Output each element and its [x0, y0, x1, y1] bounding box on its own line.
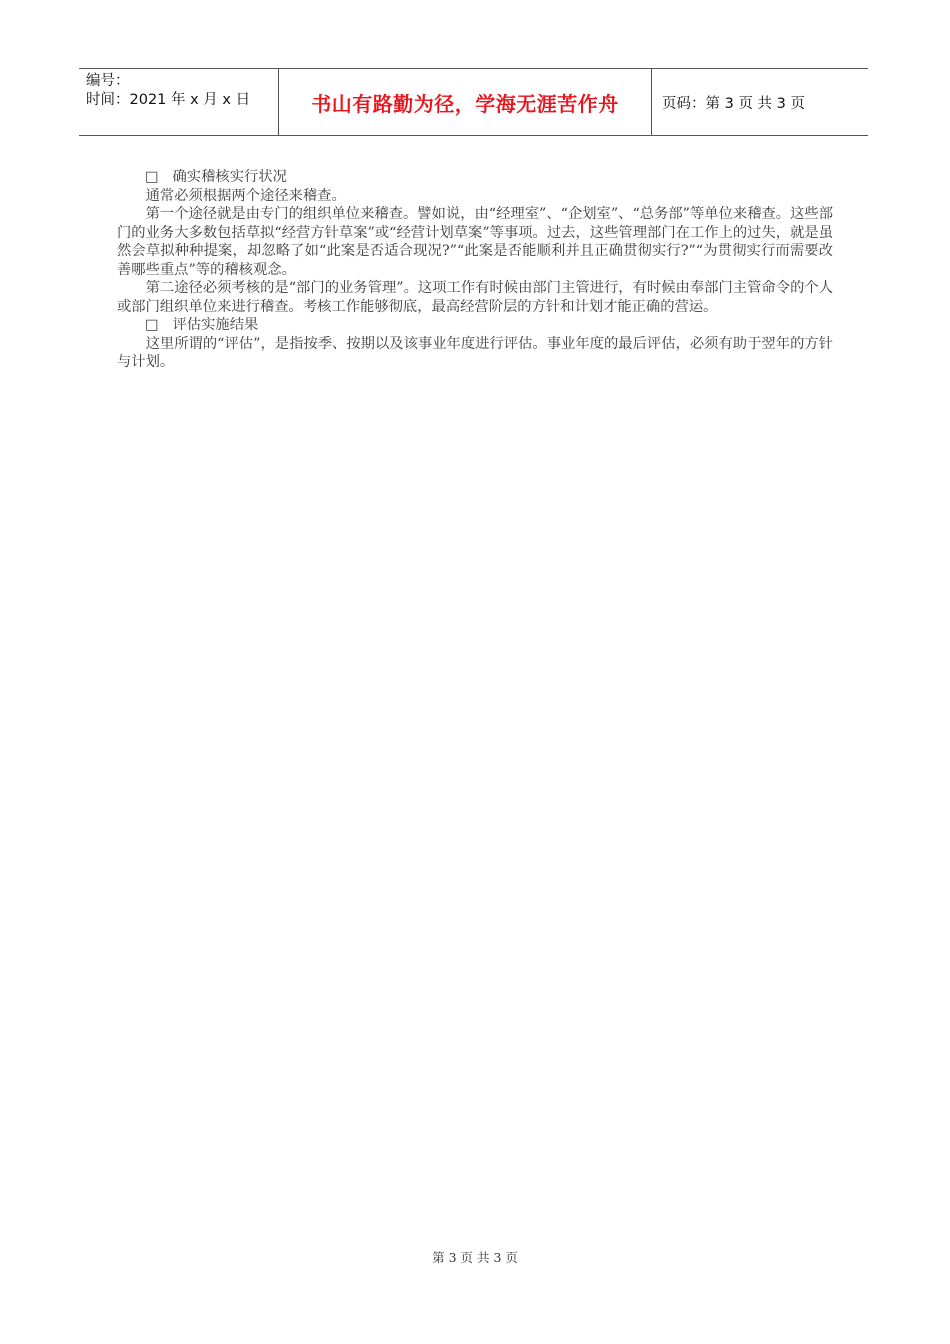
header-table: [79, 68, 868, 136]
checkbox-bullet-icon: □: [145, 317, 159, 333]
paragraph: 这里所谓的“评估”，是指按季、按期以及该事业年度进行评估。事业年度的最后评估，必须有助于翌年的方针与计划。: [117, 335, 833, 370]
header-page-label: 页码：第 3 页 共 3 页: [662, 95, 805, 112]
checkbox-bullet-icon: □: [145, 169, 159, 185]
header-motto: 书山有路勤为径，学海无涯苦作舟: [311, 91, 619, 116]
section-heading-audit: [117, 168, 833, 187]
document-body: [117, 168, 833, 372]
header-motto-cell: [279, 69, 652, 135]
header-page-cell: [652, 69, 868, 135]
header-meta-cell: [79, 69, 279, 135]
paragraph: 通常必须根据两个途径来稽查。: [145, 187, 346, 204]
document-date-label: 时间：2021 年 x 月 x 日: [86, 92, 251, 108]
section-heading-evaluation: [117, 316, 833, 335]
page-footer: 第 3 页 共 3 页: [432, 1250, 518, 1265]
document-number-label: 编号：: [86, 73, 130, 89]
section-heading-text: 确实稽核实行状况: [172, 169, 287, 185]
paragraph: 第一个途径就是由专门的组织单位来稽查。譬如说，由“经理室”、“企划室”、“总务部”等单位来稽查。这些部门的业务大多数包括草拟“经营方针草案”或“经营计划草案”等事项。过去，这些管理部门在工作上的过失，就是虽然会草拟种种提案，却忽略了如“此案是否适合现况?”“此案是否能顺利并且正确贯彻实行?”“为贯彻实行而需要改善哪些重点”等的稽核观念。: [117, 206, 833, 278]
paragraph: 第二途径必须考核的是“部门的业务管理”。这项工作有时候由部门主管进行，有时候由奉部门主管命令的个人或部门组织单位来进行稽查。考核工作能够彻底，最高经营阶层的方针和计划才能正确的营运。: [117, 280, 833, 315]
section-heading-text: 评估实施结果: [172, 317, 259, 333]
